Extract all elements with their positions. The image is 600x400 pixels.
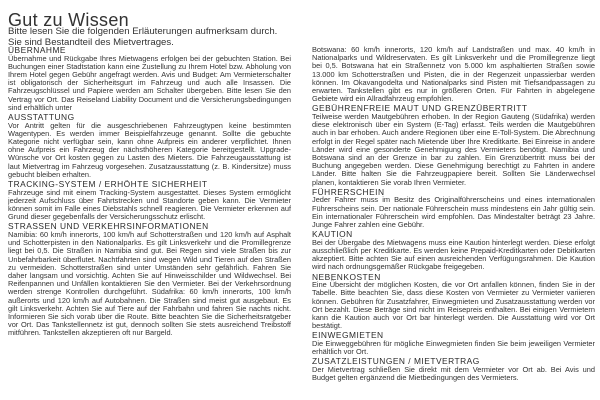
page-title: Gut zu Wissen	[8, 10, 129, 31]
intro-line-1: Bitte lesen Sie die folgenden Erläuterungen aufmerksam durch.	[8, 27, 278, 37]
section-heading-kaution: KAUTION	[312, 229, 353, 240]
intro-line-2: Sie sind Bestandteil des Mietvertrages.	[8, 37, 174, 48]
section-heading-strassen: STRASSEN UND VERKEHRSINFORMATIONEN	[8, 221, 209, 232]
section-body-nebenkosten: Eine Übersicht der möglichen Kosten, die vor Ort anfallen können, finden Sie in der Tabelle. Bitte beachten Sie, dass diese Kosten von Vermieter zu Vermieter variieren können. Gebühren für Zusatzfahrer, Einwegmieten und Zusatzausstattung werden vor Ort bezahlt. Diese Beträge sind nicht im Reisepreis enthalten. Bei einigen Vermietern kann die Kaution auch vor Ort bar hinterlegt werden. Die Ausstattung wird vor Ort bestätigt.	[312, 280, 595, 331]
section-body-uebernahme: Übernahme und Rückgabe Ihres Mietwagens erfolgen bei der gebuchten Station. Bei Buchungen einer Stadtstation kann eine Zustellung zu Ihrem Hotel bzw. Abholung von Ihrem Hotel gegen Gebühr angefragt werden. Avis und Budget: Am Vermieterschalter ist obligatorisch der Sicherheitsgurt im Fahrzeug und auch alle Insassen. Die Fahrzeugschlüssel und Papiere werden am Schalter übergeben. Bitte lesen Sie den Vertrag vor Ort. Das Reiseland Liability Document und die Versicherungsbedingungen sind erhältlich unter	[8, 53, 291, 112]
left-column	[8, 46, 291, 400]
section-heading-nebenkosten: NEBENKOSTEN	[312, 271, 381, 282]
intro-text	[8, 27, 593, 48]
section-body-ausstattung: Vor Antritt gelten für die ausgeschriebenen Fahrzeugtypen keine bestimmten Wagentypen. Es werden immer Beispielfahrzeuge genannt. Sollte die gebuchte Kategorie nicht verfügbar sein, kann ohne Aufpreis ein anderer verpflichtet. Ihnen ohne Aufpreis ein Fahrzeug der nächsthöheren Kategorie bereitgestellt. Upgrade-Wünsche vor Ort kosten gegen zu Lasten des Mieters. Die Fahrzeugausstattung ist laut Mietvertrag im Fahrzeug vorgesehen. Zusatzausstattung (z. B. Kindersitze) muss gebucht bleiben erhalten.	[8, 120, 291, 179]
section-body-tracking: Fahrzeuge sind mit einem Tracking-System ausgestattet. Dieses System ermöglicht jederzeit Aufschluss über Fahrtstrecken und Standorte geben kann. Die Vermieter können somit im Falle eines Diebstahls schnell reagieren. Die Vermieter erkennen auf Grund dieser gegebenfalls der Versicherungsschutz erlischt.	[8, 187, 291, 222]
section-body-strassen: Namibia: 60 km/h innerorts, 100 km/h auf Schotterstraßen und 120 km/h auf Asphalt und Schotterpisten in den Nationalparks. Es gilt Linksverkehr und die Promillegrenze liegt bei 0,5. Die Straßen in Namibia sind gut. Bei Regen sind viele Straßen bis zur Unbefahrbarkeit überflutet. Nachtfahrten sind wegen Wild und Tieren auf den Straßen zu vermeiden. Schotterstraßen sind unter Umständen sehr gefährlich. Fahren Sie daher langsam und vorsichtig. Achten Sie auf Hinweisschilder und Wildwechsel. Bei Reifenpannen und Unfällen kontaktieren Sie den Vermieter. Bei der Verkehrsordnung werden strenge Kontrollen durchgeführt. Südafrika: 60 km/h innerorts, 100 km/h außerorts und 120 km/h auf Autobahnen. Die Straßen sind meist gut ausgebaut. Es gilt Linksverkehr. Achten Sie auf Tiere auf der Fahrbahn und fahren Sie nachts nicht. Informieren Sie sich vorab über die Route. Bitte beachten Sie die Sicherheitsratgeber vor Ort. Das Tankstellennetz ist gut, dennoch sollten Sie stets ausreichend Treibstoff mitführen. Tankstellen akzeptieren oft nur Bargeld.	[8, 230, 291, 338]
section-heading-ausstattung: AUSSTATTUNG	[8, 112, 75, 123]
section-heading-einwegmieten: EINWEGMIETEN	[312, 330, 384, 341]
section-heading-mietvertrag: ZUSATZLEISTUNGEN / MIETVERTRAG	[312, 356, 480, 367]
section-heading-uebernahme: ÜBERNAHME	[8, 46, 67, 55]
section-heading-fuehrerschein: FÜHRERSCHEIN	[312, 186, 385, 197]
section-body-fuehrerschein: Jeder Fahrer muss im Besitz des Originalführerscheins und eines internationalen Führerscheins sein. Der nationale Führerschein muss mindestens ein Jahr gültig sein. Ein internationaler Führerschein wird empfohlen. Das Mindestalter beträgt 23 Jahre. Junge Fahrer zahlen eine Gebühr.	[312, 195, 595, 230]
section-body-botswana: Botswana: 60 km/h innerorts, 120 km/h auf Landstraßen und max. 40 km/h in Nationalparks und Wildreservaten. Es gilt Linksverkehr und die Promillegrenze liegt bei 0,5. Botswana hat ein Straßennetz von 5.000 km asphaltierten Straßen sowie 13.000 km Schotterstraßen und Pisten, die in der Regenzeit unpassierbar werden können. Im Okavangodelta und Nationalparks sind Pisten mit Tiefsandpassagen zu erwarten. Tankstellen gibt es nur in größeren Orten. Für Fahrten in abgelegene Gebiete wird ein Allradfahrzeug empfohlen.	[312, 46, 595, 104]
section-heading-maut: GEBÜHRENFREIE MAUT UND GRENZÜBERTRITT	[312, 103, 528, 114]
section-body-kaution: Bei der Übergabe des Mietwagens muss eine Kaution hinterlegt werden. Diese erfolgt ausschließlich per Kreditkarte. Es werden keine Prepaid-Kreditkarten oder Debitkarten akzeptiert. Bitte achten Sie auf einen ausreichenden Verfügungsrahmen. Die Kaution wird nach ordnungsgemäßer Rückgabe freigegeben.	[312, 237, 595, 272]
section-heading-tracking: TRACKING-SYSTEM / ERHÖHTE SICHERHEIT	[8, 179, 208, 190]
section-body-maut: Teilweise werden Mautgebühren erhoben. In der Region Gauteng (Südafrika) werden diese elektronisch über ein System (E-Tag) erfasst. Teils werden die Mautgebühren auch in bar erhoben. Auch andere Regionen über eine E-Toll-System. Die Abrechnung erfolgt in der Regel später nach Mietende über Ihre Kreditkarte. Bei Einreise in andere Länder wird eine gesonderte Genehmigung des Vermieters benötigt. Namibia und Botswana sind an der Grenze in bar zu zahlen. Ein Grenzübertritt muss bei der Buchung angegeben werden. Diese Genehmigung berechtigt zu Fahrten in andere Länder. Bitte halten Sie die Fahrzeugpapiere bereit. Sollten Sie Länderwechsel planen, kontaktieren Sie vorab Ihren Vermieter.	[312, 112, 595, 187]
section-body-mietvertrag: Der Mietvertrag schließen Sie direkt mit dem Vermieter vor Ort ab. Bei Avis und Budget gelten ergänzend die Mietbedingungen des Vermieters.	[312, 365, 595, 383]
section-body-einwegmieten: Die Einweggebühren für mögliche Einwegmieten finden Sie beim jeweiligen Vermieter erhältlich vor Ort.	[312, 339, 595, 357]
right-column	[312, 46, 595, 400]
